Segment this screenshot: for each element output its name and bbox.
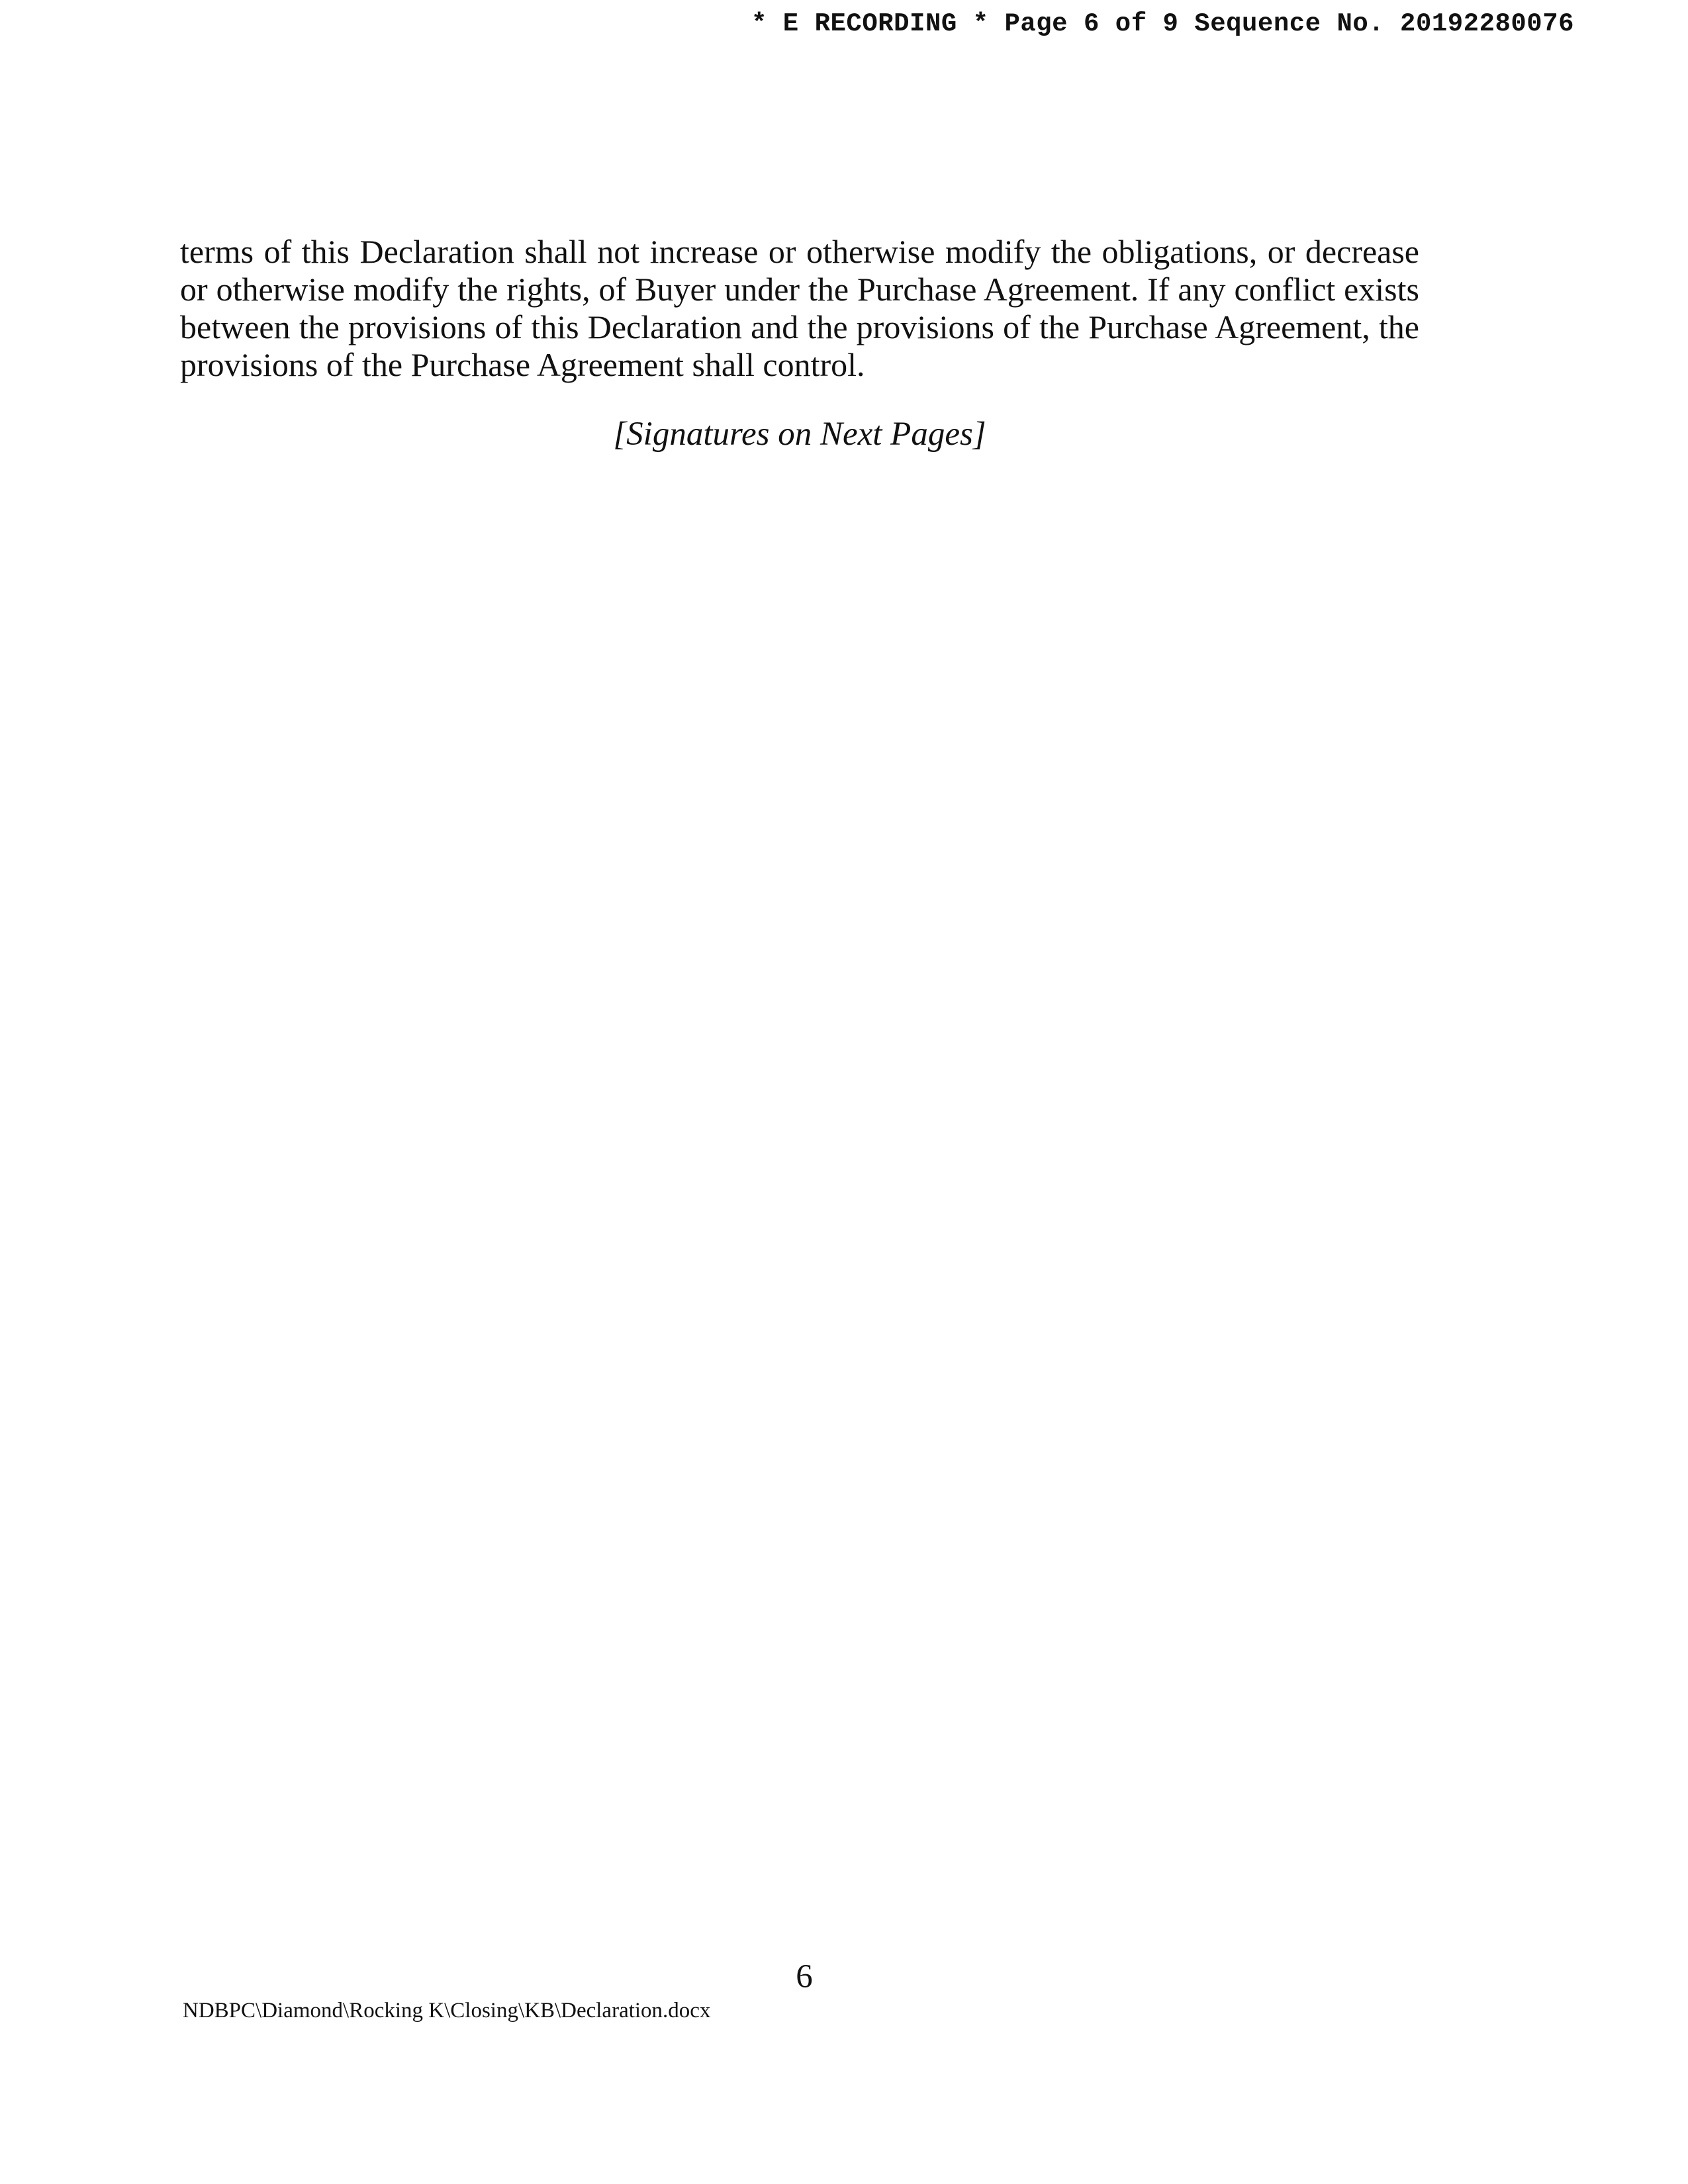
body-paragraph: terms of this Declaration shall not increase or otherwise modify the obligations, or decrease or otherwise modify the rights, of Buyer under the Purchase Agreement. If any conflict exists between the provisions of this Declaration and the provisions of the Purchase Agreement, the provisions of the Purchase Agreement shall control. (180, 233, 1419, 383)
recording-header: * E RECORDING * Page 6 of 9 Sequence No. 20192280076 (751, 9, 1574, 38)
page-number: 6 (796, 1958, 813, 1995)
file-path: NDBPC\Diamond\Rocking K\Closing\KB\Declaration.docx (183, 1999, 711, 2023)
signature-note: [Signatures on Next Pages] (613, 416, 986, 453)
